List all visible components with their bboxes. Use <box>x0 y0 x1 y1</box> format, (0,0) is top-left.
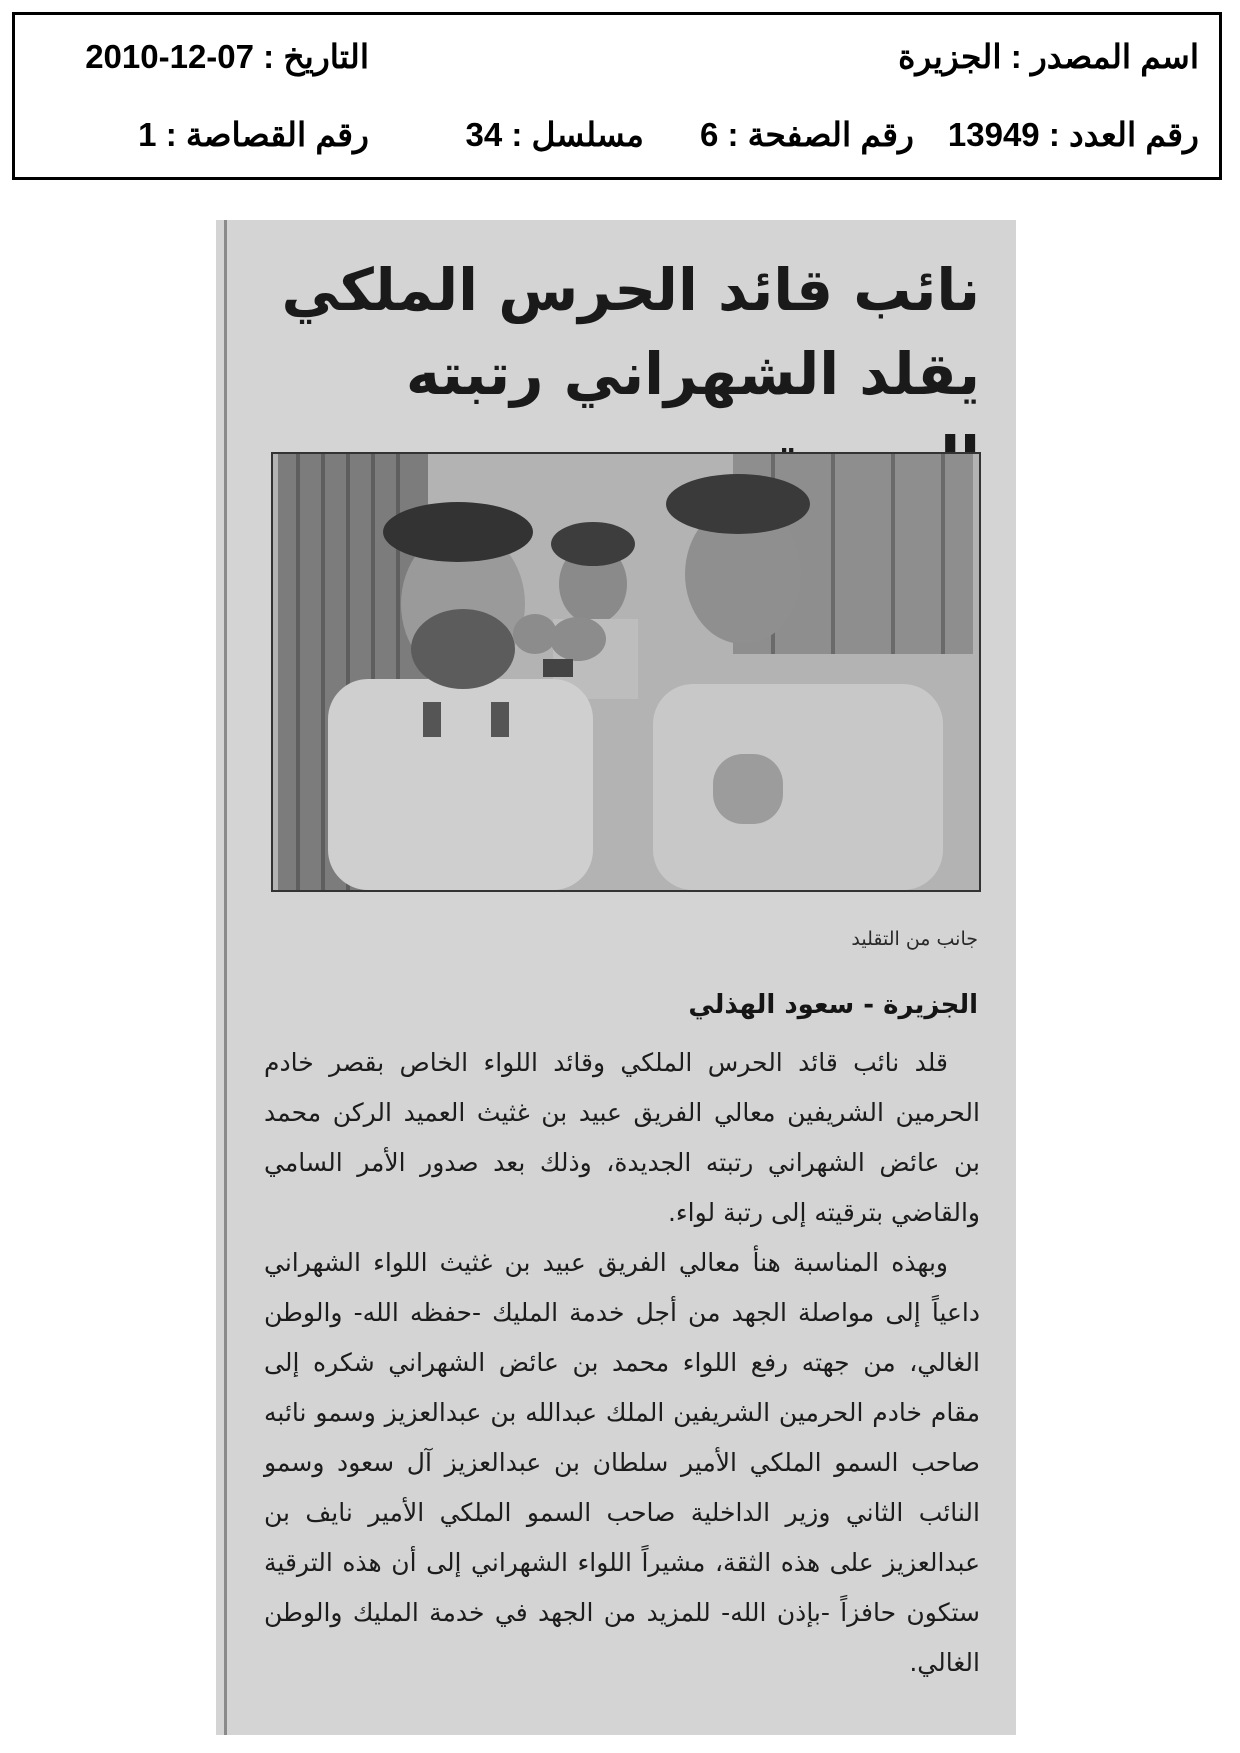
article-paragraph: وبهذه المناسبة هنأ معالي الفريق عبيد بن غثيث اللواء الشهراني داعياً إلى مواصلة الجهد من أجل خدمة المليك -حفظه الله- والوطن الغالي، من جهته رفع اللواء محمد بن عائض الشهراني شكره إلى مقام خادم الحرمين الشريفين الملك عبدالله بن عبدالعزيز وسمو نائبه صاحب السمو الملكي الأمير سلطان بن عبدالعزيز آل سعود وسمو النائب الثاني وزير الداخلية صاحب السمو الملكي الأمير نايف بن عبدالعزيز على هذه الثقة، مشيراً اللواء الشهراني إلى أن هذه الترقية ستكون حافزاً -بإذن الله- للمزيد من الجهد في خدمة المليك والوطن الغالي. <box>264 1248 980 1677</box>
date-label: التاريخ : <box>263 38 369 75</box>
article-paragraph: قلد نائب قائد الحرس الملكي وقائد اللواء الخاص بقصر خادم الحرمين الشريفين معالي الفريق عبيد بن غثيث العميد الركن محمد بن عائض الشهراني رتبته الجديدة، وذلك بعد صدور الأمر السامي والقاضي بترقيته إلى رتبة لواء. <box>264 1048 980 1227</box>
clip-value: 1 <box>138 116 157 153</box>
source-value: الجزيرة <box>898 38 1002 75</box>
date-value: 2010-12-07 <box>85 38 254 75</box>
date-field <box>85 37 369 76</box>
ceremony-photo-illustration <box>273 454 979 890</box>
clipping-info-box <box>12 12 1222 180</box>
article-headline: نائب قائد الحرس الملكي يقلد الشهراني رتبته <box>281 256 980 408</box>
source-field <box>898 37 1199 76</box>
issue-value: 13949 <box>947 116 1040 153</box>
source-label: اسم المصدر : <box>1010 38 1199 75</box>
serial-label: مسلسل : <box>511 116 644 153</box>
header-row-2 <box>15 115 1219 175</box>
page-field <box>700 115 914 154</box>
article-body <box>264 1038 980 1688</box>
serial-value: 34 <box>465 116 503 153</box>
serial-field <box>465 115 644 154</box>
page-value: 6 <box>699 116 719 153</box>
article-photo <box>271 452 981 892</box>
clip-field <box>138 115 369 154</box>
issue-field <box>948 115 1199 154</box>
header-row-1 <box>15 37 1219 97</box>
photo-caption: جانب من التقليد <box>851 928 978 950</box>
clip-label: رقم القصاصة : <box>165 116 369 153</box>
column-rule <box>224 220 227 1735</box>
newspaper-clipping <box>216 220 1016 1735</box>
article-byline: الجزيرة - سعود الهذلي <box>688 990 978 1020</box>
page-label: رقم الصفحة : <box>727 116 914 153</box>
issue-label: رقم العدد : <box>1048 116 1199 153</box>
